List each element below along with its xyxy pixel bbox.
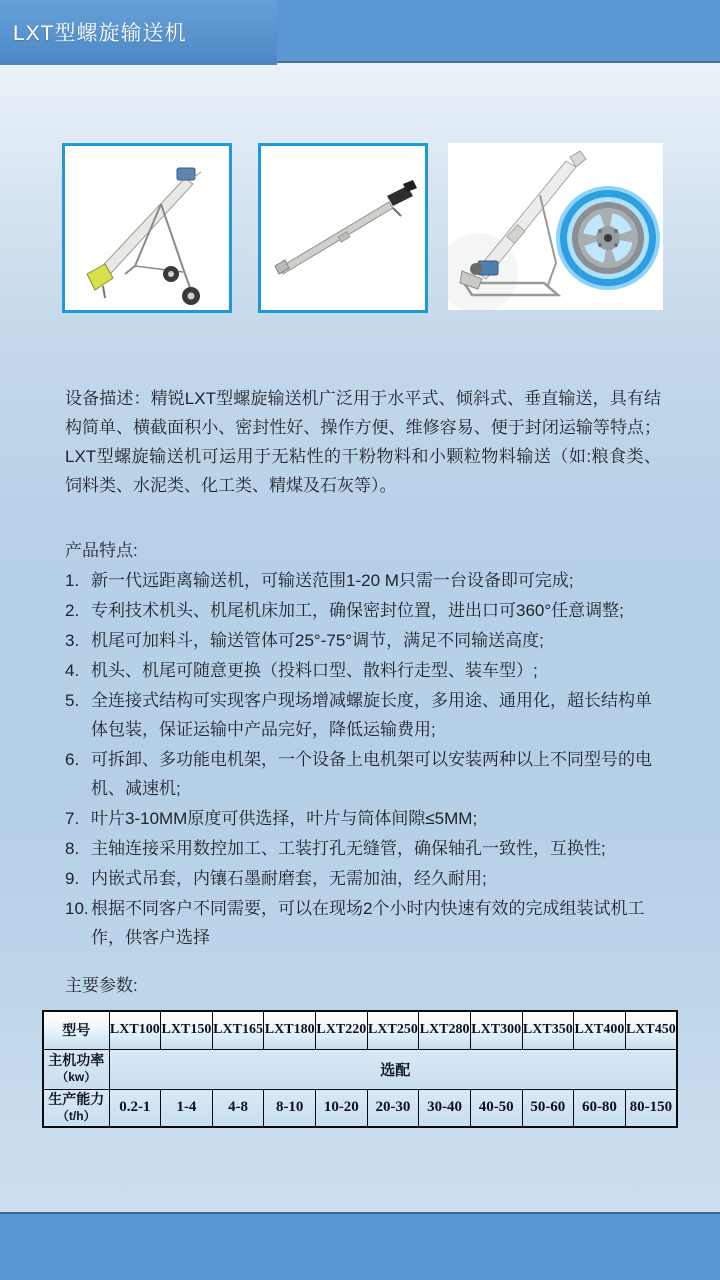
feature-item xyxy=(65,804,665,833)
inclined-conveyor-illustration xyxy=(448,143,663,310)
feature-item xyxy=(65,596,665,625)
feature-item xyxy=(65,834,665,863)
capacity-cell: 20-30 xyxy=(367,1089,419,1127)
feature-number: 2. xyxy=(65,601,80,620)
feature-number: 6. xyxy=(65,750,80,769)
conveyor-tripod-illustration xyxy=(65,146,229,310)
power-row xyxy=(43,1049,677,1089)
feature-text: 内嵌式吊套，内镶石墨耐磨套，无需加油，经久耐用; xyxy=(91,869,487,888)
parameters-table-wrap xyxy=(42,1010,678,1128)
model-header-cell: LXT100 xyxy=(109,1011,161,1049)
model-header-cell: LXT220 xyxy=(316,1011,368,1049)
feature-text: 新一代远距离输送机，可输送范围1-20 M只需一台设备即可完成; xyxy=(91,571,574,590)
features-list xyxy=(65,566,665,952)
capacity-cell: 4-8 xyxy=(212,1089,264,1127)
capacity-cell: 30-40 xyxy=(419,1089,471,1127)
feature-text: 根据不同客户不同需要，可以在现场2个小时内快速有效的完成组装试机工作，供客户选择 xyxy=(91,899,645,947)
feature-number: 5. xyxy=(65,691,80,710)
model-header-cell: LXT250 xyxy=(367,1011,419,1049)
page-title: LXT型螺旋输送机 xyxy=(13,21,187,45)
feature-item xyxy=(65,656,665,685)
product-photo-conveyor-tripod xyxy=(62,143,232,313)
feature-text: 机头、机尾可随意更换（投料口型、散料行走型、装车型）; xyxy=(91,661,538,680)
model-row-label: 型号 xyxy=(43,1011,109,1049)
feature-text: 叶片3-10MM原度可供选择，叶片与筒体间隙≤5MM; xyxy=(91,809,478,828)
screw-shaft-illustration xyxy=(261,146,425,310)
power-value-cell: 选配 xyxy=(109,1049,677,1089)
feature-item xyxy=(65,864,665,893)
capacity-label-line2: （t/h） xyxy=(56,1108,96,1123)
feature-number: 3. xyxy=(65,631,80,650)
model-header-cell: LXT350 xyxy=(522,1011,574,1049)
feature-item xyxy=(65,894,665,952)
capacity-cell: 10-20 xyxy=(316,1089,368,1127)
product-photo-screw-shaft xyxy=(258,143,428,313)
feature-number: 1. xyxy=(65,571,80,590)
page-footer xyxy=(0,1212,720,1280)
capacity-cell: 40-50 xyxy=(470,1089,522,1127)
capacity-cell: 80-150 xyxy=(625,1089,677,1127)
capacity-label-line1: 生产能力 xyxy=(48,1090,105,1107)
feature-item xyxy=(65,626,665,655)
feature-text: 全连接式结构可实现客户现场增减螺旋长度，多用途、通用化，超长结构单体包装，保证运输中产品完好，降低运输费用; xyxy=(91,691,652,739)
feature-text: 可拆卸、多功能电机架，一个设备上电机架可以安装两种以上不同型号的电机、减速机; xyxy=(91,750,652,798)
feature-text: 主轴连接采用数控加工、工装打孔无缝管，确保轴孔一致性，互换性; xyxy=(91,839,606,858)
feature-item xyxy=(65,745,665,803)
feature-number: 9. xyxy=(65,869,80,888)
feature-item xyxy=(65,686,665,744)
feature-number: 10. xyxy=(65,899,89,918)
power-label-line1: 主机功率 xyxy=(48,1052,105,1068)
capacity-cell: 0.2-1 xyxy=(109,1089,161,1127)
model-header-cell: LXT165 xyxy=(212,1011,264,1049)
feature-number: 7. xyxy=(65,809,80,828)
feature-text: 专利技术机头、机尾机床加工，确保密封位置，进出口可360°任意调整; xyxy=(91,601,624,620)
feature-number: 4. xyxy=(65,661,80,680)
parameters-heading: 主要参数: xyxy=(65,976,138,995)
feature-text: 机尾可加料斗，输送管体可25°-75°调节，满足不同输送高度; xyxy=(91,631,544,650)
model-row xyxy=(43,1011,677,1049)
product-photo-inclined-conveyor xyxy=(448,143,663,310)
features-heading: 产品特点: xyxy=(65,541,138,560)
model-header-cell: LXT280 xyxy=(419,1011,471,1049)
capacity-cell: 1-4 xyxy=(161,1089,213,1127)
parameters-table xyxy=(42,1010,678,1128)
power-label-line2: （kw） xyxy=(56,1070,97,1084)
capacity-cell: 50-60 xyxy=(522,1089,574,1127)
capacity-row-label xyxy=(43,1089,109,1127)
feature-number: 8. xyxy=(65,839,80,858)
feature-item xyxy=(65,566,665,595)
model-header-cell: LXT180 xyxy=(264,1011,316,1049)
model-header-cell: LXT150 xyxy=(161,1011,213,1049)
equipment-description: 设备描述：精锐LXT型螺旋输送机广泛用于水平式、倾斜式、垂直输送，具有结构简单、横截面积小、密封性好、操作方便、维修容易、便于封闭运输等特点；LXT型螺旋输送机可运用于无粘性的干粉物料和小颗粒物料输送（如:粮食类、饲料类、水泥类、化工类、精煤及石灰等）。 xyxy=(65,389,661,495)
product-features-section xyxy=(65,536,665,952)
model-header-cell: LXT300 xyxy=(470,1011,522,1049)
capacity-cell: 8-10 xyxy=(264,1089,316,1127)
page-header xyxy=(0,0,720,63)
model-header-cell: LXT450 xyxy=(625,1011,677,1049)
capacity-row xyxy=(43,1089,677,1127)
power-row-label xyxy=(43,1049,109,1089)
capacity-cell: 60-80 xyxy=(574,1089,626,1127)
model-header-cell: LXT400 xyxy=(574,1011,626,1049)
